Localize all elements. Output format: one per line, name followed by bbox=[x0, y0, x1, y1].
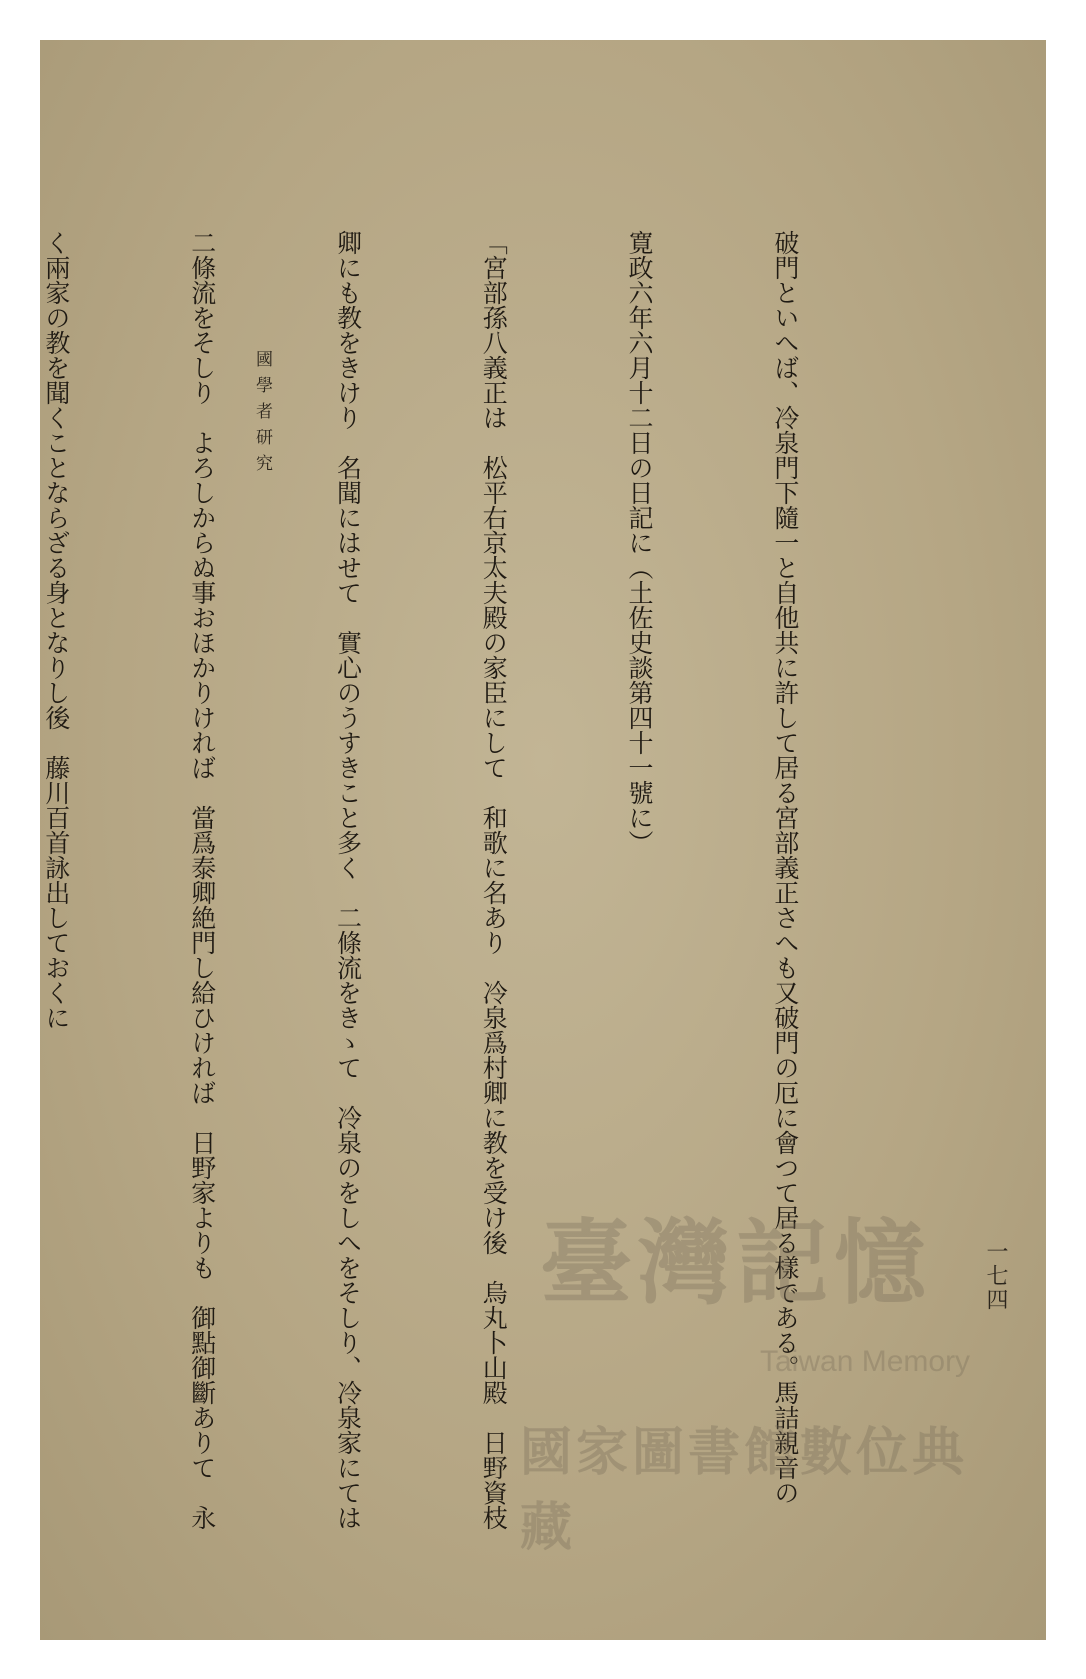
watermark-subtitle: 國家圖書館數位典藏 bbox=[520, 1422, 969, 1558]
text-line: 「宮部孫八義正は 松平右京太夫殿の家臣にして 和歌に名あり 冷泉爲村卿に教を受け後 烏丸卜山殿 日野資枝 bbox=[479, 230, 509, 1530]
watermark-english: Taiwan Memory bbox=[760, 1345, 971, 1378]
text-line: 卿にも教をきけり 名聞にはせて 實心のうすきこと多く 二條流をきゝて 冷泉のをしへをそしり、冷泉家にては bbox=[333, 230, 363, 1530]
running-header: 國學者研究 bbox=[252, 350, 272, 480]
text-line: 破門といへば、冷泉門下隨一と自他共に許して居る宮部義正さへも又破門の厄に會つて居る樣である。馬詰親音の bbox=[770, 230, 800, 1505]
scanned-page bbox=[40, 40, 1046, 1640]
page-number: 一七四 bbox=[983, 1240, 1008, 1312]
watermark-title: 臺灣記憶 bbox=[540, 1209, 933, 1317]
text-line: 寛政六年六月十二日の日記に（土佐史談第四十一號に） bbox=[625, 230, 655, 855]
body-text bbox=[40, 230, 906, 1560]
text-line: く兩家の教を聞くことならざる身となりし後 藤川百首詠出しておくに bbox=[41, 230, 71, 1030]
text-line: 二條流をそしり よろしからぬ事おほかりければ 當爲泰卿絶門し給ひければ 日野家よりも 御點御斷ありて 永 bbox=[187, 230, 217, 1530]
